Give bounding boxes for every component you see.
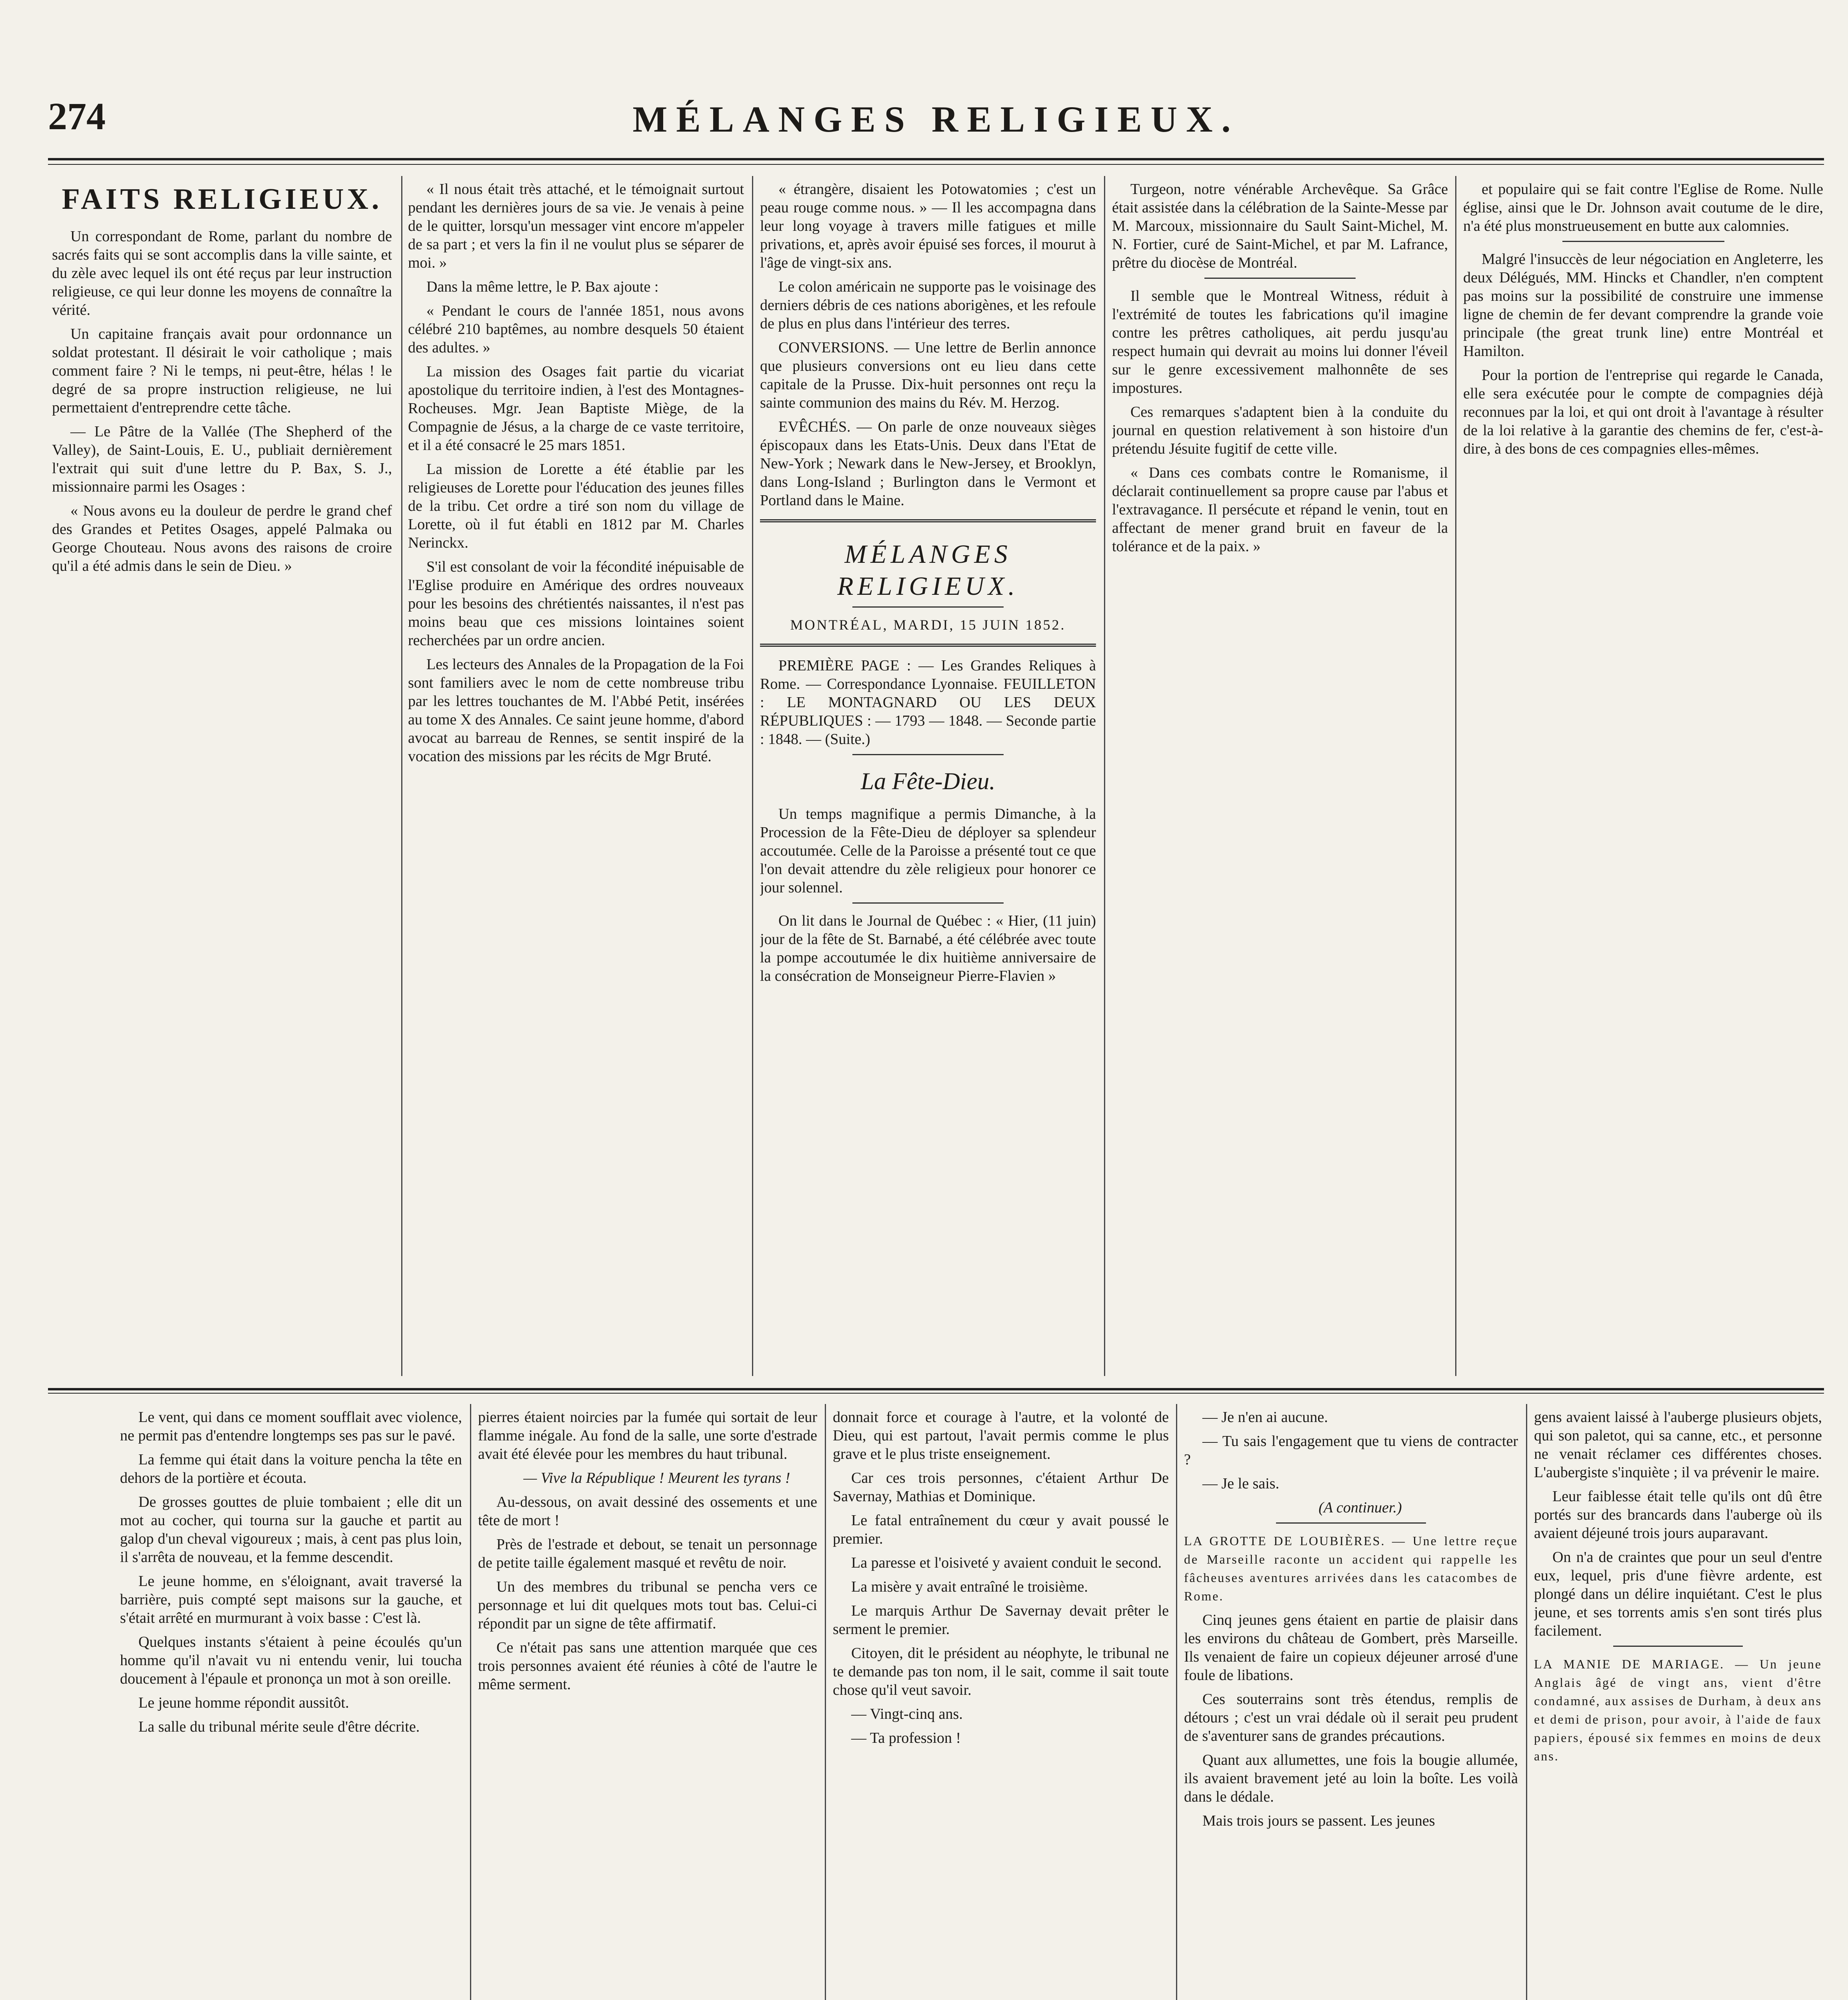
divider [852, 754, 1004, 755]
paragraph: Un correspondant de Rome, parlant du nombre de sacrés faits qui se sont accomplis dans la ville sainte, et du zèle avec lequel ils ont été reçus par leur instruction religieuse, ce qui leur donne les moyens de connaître la vérité. [52, 228, 392, 318]
column-divider [1526, 1404, 1527, 2000]
paragraph: et populaire qui se fait contre l'Eglise de Rome. Nulle église, ainsi que le Dr. Johnson avait coutume de le dire, n'a été plus monstrueusement en butte aux calomnies. [1463, 181, 1823, 234]
paragraph: Un temps magnifique a permis Dimanche, à la Procession de la Fête-Dieu de déployer sa splendeur accoutumée. Celle de la Paroisse a présenté tout ce que l'on devait attendre du zèle religieux pour honorer ce jour solennel. [760, 806, 1096, 896]
paragraph: Leur faiblesse était telle qu'ils ont dû être portés sur des brancards dans l'auberge où ils avaient déjeuné trois jours auparavant. [1534, 1488, 1822, 1542]
masthead-rule [760, 644, 1096, 647]
page-header [48, 86, 1824, 154]
paragraph: Les lecteurs des Annales de la Propagation de la Foi sont familiers avec le nom de cette nombreuse tribu par les lettres touchantes de M. l'Abbé Petit, insérées au tome X des Annales. Ce saint jeune homme, d'abord avocat au barreau de Rennes, se sentit inspiré de la vocation des missions par les récits de Mgr Bruté. [408, 656, 744, 765]
paragraph: Pour la portion de l'entreprise qui regarde le Canada, elle sera exécutée pour le compte de compagnies déjà reconnues par la loi, et qui ont droit à l'avantage à résulter de la loi relative à la garantie des chemins de fer, c'est-à-dire, à des bons de ces compagnies elles-mêmes. [1463, 367, 1823, 457]
paragraph: Dans la même lettre, le P. Bax ajoute : [426, 278, 659, 295]
paragraph: La mission de Lorette a été établie par les religieuses de Lorette pour l'éducation des jeunes filles de la tribu. Cet ordre a tiré son nom du village de Lorette, où il fut établi en 1812 par M. Charles Nerinckx. [408, 461, 744, 551]
column-5 [1463, 180, 1823, 1376]
feuilleton-column-1 [120, 1408, 462, 2000]
paragraph: Il semble que le Montreal Witness, réduit à l'extrémité de toutes les fabrications qu'il imagine contre les prêtres catholiques, ait perdu jusqu'au respect humain qui devrait au moins lui donner l'éveil sur le genre excessivement malhonnête de ses impostures. [1112, 288, 1448, 396]
paragraph: Un des membres du tribunal se pencha vers ce personnage et lui dit quelques mots tout bas. Celui-ci répondit par un signe de tête affirmatif. [478, 1578, 817, 1632]
feuilleton-column-3 [833, 1408, 1169, 2000]
editorial-title: MÉLANGES RELIGIEUX. [837, 540, 1019, 601]
section-title-faits-religieux: FAITS RELIGIEUX. [62, 183, 382, 216]
paragraph: Turgeon, notre vénérable Archevêque. Sa Grâce était assistée dans la célébration de la Sainte-Messe par M. Marcoux, missionnaire du Sault Saint-Michel, M. N. Fortier, curé de Saint-Michel, et par M. Lafrance, prêtre du diocèse de Montréal. [1112, 181, 1448, 271]
feuilleton-column-4 [1184, 1408, 1518, 2000]
divider [1276, 1522, 1426, 1524]
divider [1204, 278, 1356, 279]
column-1 [52, 180, 392, 1376]
column-divider [470, 1404, 471, 2000]
paragraph: Le vent, qui dans ce moment soufflait avec violence, ne permit pas d'entendre longtemps ses pas sur le pavé. [120, 1409, 462, 1444]
paragraph: On lit dans le Journal de Québec : « Hier, (11 juin) jour de la fête de St. Barnabé, a été célébrée avec toute la pompe accoutumée le dix huitième anniversaire de la consécration de Monseigneur Pierre-Flavien » [760, 912, 1096, 984]
paragraph: EVÊCHÉS. — On parle de onze nouveaux sièges épiscopaux dans les Etats-Unis. Deux dans l'Etat de New-York ; Newark dans le New-Jersey, et Brooklyn, dans Long-Island ; Burlington dans le Vermont et Portland dans le Maine. [760, 418, 1096, 509]
paragraph: Malgré l'insuccès de leur négociation en Angleterre, les deux Délégués, MM. Hincks et Chandler, n'en comptent pas moins sur la possibilité de construire une immense ligne de chemin de fer devant comprendre la grande voie principale (the great trunk line) entre Montréal et Hamilton. [1463, 251, 1823, 360]
divider [1562, 241, 1724, 242]
paragraph: Quelques instants s'étaient à peine écoulés qu'un homme qu'il n'avait vu ni entendu venir, lui toucha doucement à l'épaule et prononça un mot à son oreille. [120, 1634, 462, 1687]
masthead-rule [760, 519, 1096, 522]
paragraph: — Vive la République ! Meurent les tyrans ! [523, 1470, 790, 1486]
column-divider [1104, 176, 1105, 1376]
paragraph: Le marquis Arthur De Savernay devait prêter le serment le premier. [833, 1602, 1169, 1638]
feuilleton-column-5 [1534, 1408, 1822, 2000]
paragraph: « Nous avons eu la douleur de perdre le grand chef des Grandes et Petites Osages, appelé Palmaka ou George Chouteau. Nous avons des raisons de croire qu'il a été admis dans le sein de Dieu. » [52, 502, 392, 574]
paragraph: Le jeune homme, en s'éloignant, avait traversé la barrière, puis compté sept maisons sur la gauche, et s'était arrêté en murmurant à voix basse : C'est là. [120, 1573, 462, 1626]
to-be-continued: (A continuer.) [1318, 1499, 1402, 1516]
paragraph: S'il est consolant de voir la fécondité inépuisable de l'Eglise produire en Amérique des ordres nouveaux pour les besoins des chrétientés naissantes, il n'est pas moins beau que ces missions lointaines soient recherchées par un ordre ancien. [408, 558, 744, 649]
article-title-fete-dieu: La Fête-Dieu. [860, 768, 996, 794]
paragraph: Ce n'était pas sans une attention marquée que ces trois personnes avaient été réunies à côté de l'autre le même serment. [478, 1639, 817, 1693]
journal-title: MÉLANGES RELIGIEUX. [632, 99, 1240, 140]
header-rule [48, 158, 1824, 160]
paragraph: LA GROTTE DE LOUBIÈRES. — Une lettre reçue de Marseille raconte un accident qui rappelle les fâcheuses aventures arrivées dans les catacombes de Rome. [1184, 1534, 1518, 1603]
paragraph: La misère y avait entraîné le troisième. [851, 1578, 1088, 1595]
paragraph: Ces remarques s'adaptent bien à la conduite du journal en question relativement à son histoire d'un prétendu Jésuite fugitif de cette ville. [1112, 404, 1448, 457]
paragraph: La paresse et l'oisiveté y avaient conduit le second. [851, 1554, 1162, 1571]
column-divider [1455, 176, 1456, 1376]
paragraph: Le colon américain ne supporte pas le voisinage des derniers débris de ces nations aborigènes, et les refoule de plus en plus dans l'intérieur des terres. [760, 278, 1096, 332]
paragraph: De grosses gouttes de pluie tombaient ; elle dit un mot au cocher, qui tourna sur la gauche et partit au galop d'un cheval vigoureux ; mais, à cent pas plus loin, il s'arrêta de nouveau, et la femme descendit. [120, 1494, 462, 1566]
paragraph: Mais trois jours se passent. Les jeunes [1202, 1812, 1435, 1829]
column-divider [752, 176, 753, 1376]
paragraph: La femme qui était dans la voiture pencha la tête en dehors de la portière et écouta. [120, 1451, 462, 1486]
paragraph: « Pendant le cours de l'année 1851, nous avons célébré 210 baptêmes, au nombre desquels 50 étaient des adultes. » [408, 302, 744, 356]
paragraph: pierres étaient noircies par la fumée qui sortait de leur flamme inégale. Au fond de la salle, une sorte d'estrade avait été élevée pour les membres du haut tribunal. [478, 1409, 817, 1462]
divider [852, 902, 1004, 904]
paragraph: CONVERSIONS. — Une lettre de Berlin annonce que plusieurs conversions ont eu lieu dans cette capitale de la Prusse. Dix-huit personnes ont reçu la sainte communion des mains du Rév. M. Herzog. [760, 339, 1096, 411]
column-3 [760, 180, 1096, 1376]
paragraph: — Je le sais. [1202, 1475, 1280, 1492]
paragraph: « Dans ces combats contre le Romanisme, il déclarait continuellement sa propre cause par l'abus et l'extravagance. Il persécute et répand le venin, tout en affectant de mener grand bruit en faveur de la tolérance et de la paix. » [1112, 464, 1448, 555]
feuilleton-rule-thin [48, 1393, 1824, 1394]
paragraph: Au-dessous, on avait dessiné des ossements et une tête de mort ! [478, 1494, 817, 1529]
column-divider [401, 176, 402, 1376]
column-divider [825, 1404, 826, 2000]
feuilleton-column-2 [478, 1408, 817, 2000]
paragraph: — Ta profession ! [851, 1730, 961, 1746]
paragraph: donnait force et courage à l'autre, et la volonté de Dieu, qui est partout, l'avait permis comme le plus grave et le plus triste enseignement. [833, 1409, 1169, 1462]
divider [1613, 1646, 1743, 1647]
page-number: 274 [48, 95, 106, 138]
paragraph: Près de l'estrade et debout, se tenait un personnage de petite taille également masqué et revêtu de noir. [478, 1536, 817, 1571]
feuilleton-rule [48, 1388, 1824, 1390]
column-4 [1112, 180, 1448, 1376]
paragraph: « Il nous était très attaché, et le témoignait surtout pendant les dernières jours de sa vie. Je venais à peine de le quitter, lorsqu'un messager vint encore m'appeler de sa part ; et vers la fin il ne voulut plus se séparer de moi. » [408, 181, 744, 271]
paragraph: — Le Pâtre de la Vallée (The Shepherd of the Valley), de Saint-Louis, E. U., publiait dernièrement l'extrait qui suit d'une lettre du P. Bax, S. J., missionnaire parmi les Osages : [52, 423, 392, 495]
paragraph: LA MANIE DE MARIAGE. — Un jeune Anglais âgé de vingt ans, vient d'être condamné, aux assises de Durham, à deux ans et demi de prison, pour avoir, à l'aide de faux papiers, épousé six femmes en moins de deux ans. [1534, 1657, 1822, 1763]
paragraph: — Tu sais l'engagement que tu viens de contracter ? [1184, 1433, 1518, 1468]
paragraph: — Vingt-cinq ans. [851, 1706, 963, 1722]
issue-summary: PREMIÈRE PAGE : — Les Grandes Reliques à Rome. — Correspondance Lyonnaise. FEUILLETON : LE MONTAGNARD OU LES DEUX RÉPUBLIQUES : — 1793 — 1848. — Seconde partie : 1848. — (Suite.) [760, 657, 1096, 748]
masthead-divider [852, 606, 1004, 608]
paragraph: Le jeune homme répondit aussitôt. [138, 1694, 349, 1711]
paragraph: Quant aux allumettes, une fois la bougie allumée, ils avaient bravement jeté au loin la boîte. Les voilà dans le dédale. [1184, 1752, 1518, 1805]
editorial-masthead [760, 538, 1096, 634]
paragraph: « étrangère, disaient les Potowatomies ; c'est un peau rouge comme nous. » — Il les accompagna dans leur long voyage à travers mille fatigues et mille privations, et, après avoir épuisé ses forces, il mourut à l'âge de vingt-six ans. [760, 181, 1096, 271]
paragraph: Citoyen, dit le président au néophyte, le tribunal ne te demande pas ton nom, il le sait, comme il sait toute chose qu'il veut savoir. [833, 1645, 1169, 1698]
paragraph: Cinq jeunes gens étaient en partie de plaisir dans les environs du château de Gombert, près Marseille. Ils venaient de faire un copieux déjeuner arrosé d'une foule de libations. [1184, 1612, 1518, 1684]
header-rule-thin [48, 164, 1824, 165]
column-2 [408, 180, 744, 1376]
paragraph: On n'a de craintes que pour un seul d'entre eux, lequel, pris d'une fièvre ardente, est plongé dans un délire inquiétant. C'est le plus jeune, et ses torrents amis s'en sont tirés plus facilement. [1534, 1549, 1822, 1639]
paragraph: Un capitaine français avait pour ordonnance un soldat protestant. Il désirait le voir catholique ; mais comment faire ? Ni le temps, ni peut-être, hélas ! le degré de sa propre instruction religieuse, ne lui permettaient d'entreprendre cette tâche. [52, 326, 392, 416]
paragraph: Car ces trois personnes, c'étaient Arthur De Savernay, Mathias et Dominique. [833, 1470, 1169, 1505]
paragraph: — Je n'en ai aucune. [1202, 1409, 1328, 1426]
paragraph: Le fatal entraînement du cœur y avait poussé le premier. [833, 1512, 1169, 1547]
paragraph: Ces souterrains sont très étendus, remplis de détours ; c'est un vrai dédale où il serait peu prudent de s'aventurer sans de grandes précautions. [1184, 1691, 1518, 1744]
paragraph: La mission des Osages fait partie du vicariat apostolique du territoire indien, à l'est des Montagnes-Rocheuses. Mgr. Jean Baptiste Miège, de la Compagnie de Jésus, a la charge de ce vaste territoire, et il a été consacré le 25 mars 1851. [408, 363, 744, 454]
paragraph: gens avaient laissé à l'auberge plusieurs objets, qui son paletot, qui sa canne, etc., et personne ne venait réclamer ces différentes choses. L'aubergiste s'inquiète ; il va prévenir le maire. [1534, 1409, 1822, 1481]
issue-date: MONTRÉAL, MARDI, 15 JUIN 1852. [790, 617, 1066, 633]
paragraph: La salle du tribunal mérite seule d'être décrite. [138, 1718, 420, 1735]
column-divider [1176, 1404, 1177, 2000]
